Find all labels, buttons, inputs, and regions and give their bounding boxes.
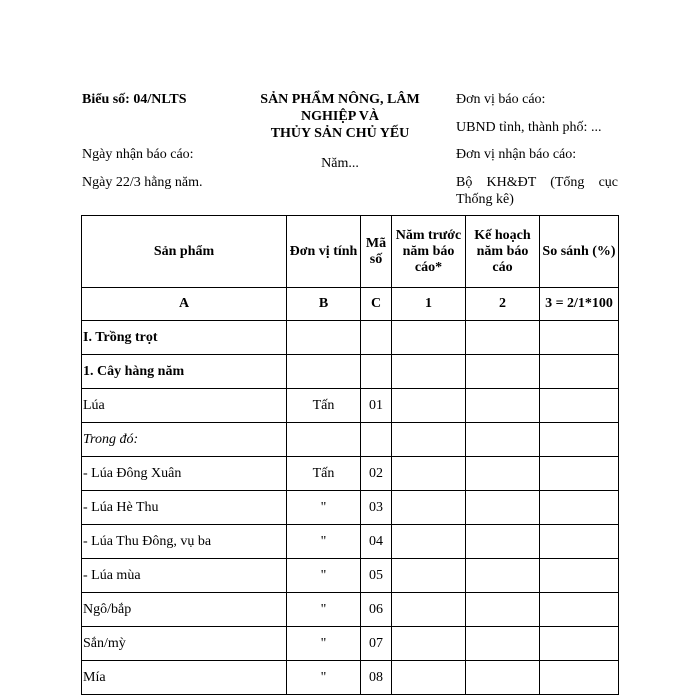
row-compare-cell bbox=[540, 457, 619, 491]
row-product-name: 1. Cây hàng năm bbox=[82, 355, 287, 389]
row-plan-cell bbox=[466, 627, 540, 661]
row-code: 06 bbox=[361, 593, 392, 627]
row-product-name: Ngô/bắp bbox=[82, 593, 287, 627]
row-previous-year-cell bbox=[392, 661, 466, 695]
received-date-label: Ngày nhận báo cáo: bbox=[82, 147, 194, 162]
row-code bbox=[361, 321, 392, 355]
table-row bbox=[82, 593, 619, 627]
col-header-previous-year: Năm trước năm báo cáo* bbox=[392, 216, 466, 288]
title-line-2: NGHIỆP VÀ bbox=[301, 109, 379, 124]
table-row bbox=[82, 389, 619, 423]
table-row bbox=[82, 661, 619, 695]
row-plan-cell bbox=[466, 423, 540, 457]
row-product-name: Trong đó: bbox=[82, 423, 287, 457]
row-previous-year-cell bbox=[392, 627, 466, 661]
table-row bbox=[82, 627, 619, 661]
row-plan-cell bbox=[466, 559, 540, 593]
table-row bbox=[82, 525, 619, 559]
row-plan-cell bbox=[466, 661, 540, 695]
row-unit: " bbox=[287, 525, 361, 559]
report-title bbox=[250, 91, 430, 142]
row-code: 08 bbox=[361, 661, 392, 695]
row-unit: " bbox=[287, 559, 361, 593]
row-plan-cell bbox=[466, 593, 540, 627]
col-header-compare: So sánh (%) bbox=[540, 216, 619, 288]
title-line-1: SẢN PHẨM NÔNG, LÂM bbox=[260, 92, 420, 107]
row-compare-cell bbox=[540, 593, 619, 627]
col-header-plan: Kế hoạch năm báo cáo bbox=[466, 216, 540, 288]
row-plan-cell bbox=[466, 355, 540, 389]
table-row bbox=[82, 321, 619, 355]
table-row bbox=[82, 491, 619, 525]
row-previous-year-cell bbox=[392, 525, 466, 559]
title-line-3: THỦY SẢN CHỦ YẾU bbox=[270, 126, 410, 141]
row-previous-year-cell bbox=[392, 559, 466, 593]
reporting-unit-label: Đơn vị báo cáo: bbox=[456, 92, 546, 107]
row-previous-year-cell bbox=[392, 321, 466, 355]
form-number: Biểu số: 04/NLTS bbox=[82, 92, 187, 107]
row-code: 02 bbox=[361, 457, 392, 491]
row-unit: " bbox=[287, 593, 361, 627]
row-code: 03 bbox=[361, 491, 392, 525]
row-previous-year-cell bbox=[392, 355, 466, 389]
row-compare-cell bbox=[540, 525, 619, 559]
row-unit: " bbox=[287, 661, 361, 695]
row-compare-cell bbox=[540, 423, 619, 457]
row-product-name: Mía bbox=[82, 661, 287, 695]
row-plan-cell bbox=[466, 389, 540, 423]
row-product-name: - Lúa Đông Xuân bbox=[82, 457, 287, 491]
row-unit: Tấn bbox=[287, 457, 361, 491]
row-product-name: - Lúa Thu Đông, vụ ba bbox=[82, 525, 287, 559]
row-unit: " bbox=[287, 627, 361, 661]
receiving-unit-value-line-1: Bộ KH&ĐT (Tổng cục bbox=[456, 175, 618, 190]
row-previous-year-cell bbox=[392, 491, 466, 525]
col-code-a: A bbox=[82, 288, 287, 321]
row-previous-year-cell bbox=[392, 593, 466, 627]
row-plan-cell bbox=[466, 321, 540, 355]
row-compare-cell bbox=[540, 355, 619, 389]
table-row bbox=[82, 423, 619, 457]
table-code-row bbox=[82, 288, 619, 321]
col-code-3: 3 = 2/1*100 bbox=[540, 288, 619, 321]
col-header-code: Mã số bbox=[361, 216, 392, 288]
row-code: 05 bbox=[361, 559, 392, 593]
received-date-value: Ngày 22/3 hằng năm. bbox=[82, 175, 203, 190]
col-header-unit: Đơn vị tính bbox=[287, 216, 361, 288]
row-unit bbox=[287, 355, 361, 389]
col-code-1: 1 bbox=[392, 288, 466, 321]
row-code: 01 bbox=[361, 389, 392, 423]
col-code-b: B bbox=[287, 288, 361, 321]
report-year: Năm... bbox=[321, 156, 359, 171]
row-product-name: Sắn/mỳ bbox=[82, 627, 287, 661]
row-product-name: - Lúa mùa bbox=[82, 559, 287, 593]
row-compare-cell bbox=[540, 491, 619, 525]
row-unit: Tấn bbox=[287, 389, 361, 423]
reporting-unit-value: UBND tỉnh, thành phố: ... bbox=[456, 120, 602, 135]
row-product-name: - Lúa Hè Thu bbox=[82, 491, 287, 525]
row-plan-cell bbox=[466, 491, 540, 525]
row-compare-cell bbox=[540, 559, 619, 593]
row-plan-cell bbox=[466, 457, 540, 491]
table-row bbox=[82, 355, 619, 389]
row-code bbox=[361, 355, 392, 389]
row-compare-cell bbox=[540, 627, 619, 661]
report-table bbox=[81, 215, 619, 695]
table-header-row bbox=[82, 216, 619, 288]
col-header-product: Sản phẩm bbox=[82, 216, 287, 288]
row-compare-cell bbox=[540, 321, 619, 355]
row-unit: " bbox=[287, 491, 361, 525]
receiving-unit-value-line-2: Thống kê) bbox=[456, 192, 514, 207]
row-product-name: Lúa bbox=[82, 389, 287, 423]
row-code: 07 bbox=[361, 627, 392, 661]
row-code bbox=[361, 423, 392, 457]
receiving-unit-label: Đơn vị nhận báo cáo: bbox=[456, 147, 577, 162]
row-unit bbox=[287, 321, 361, 355]
row-compare-cell bbox=[540, 661, 619, 695]
row-compare-cell bbox=[540, 389, 619, 423]
row-unit bbox=[287, 423, 361, 457]
row-product-name: I. Trồng trọt bbox=[82, 321, 287, 355]
row-previous-year-cell bbox=[392, 389, 466, 423]
table-row bbox=[82, 457, 619, 491]
col-code-2: 2 bbox=[466, 288, 540, 321]
row-code: 04 bbox=[361, 525, 392, 559]
table-row bbox=[82, 559, 619, 593]
col-code-c: C bbox=[361, 288, 392, 321]
row-previous-year-cell bbox=[392, 457, 466, 491]
row-previous-year-cell bbox=[392, 423, 466, 457]
row-plan-cell bbox=[466, 525, 540, 559]
